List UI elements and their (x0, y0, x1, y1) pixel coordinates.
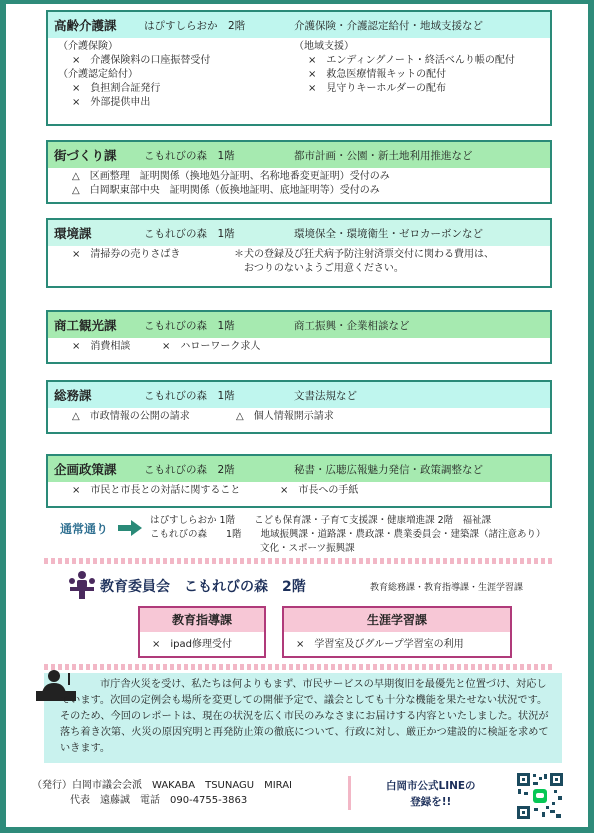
dept-body (48, 408, 550, 426)
dept-somu (46, 380, 552, 434)
dept-body (48, 38, 550, 112)
dept-koreikaigo (46, 10, 552, 126)
dept-header (48, 12, 550, 38)
dept-kikakuseisaku (46, 454, 552, 508)
dept-shogaigakushu (282, 606, 512, 658)
list-item: × 負担割合証発行 (72, 83, 161, 94)
divider (44, 558, 552, 564)
dept-kankyo (46, 218, 552, 288)
dept-name: 教育指導課 (140, 608, 264, 632)
normal-label: 通常通り (60, 522, 109, 536)
dept-description: 介護保険・介護認定給付・地域支援など (294, 19, 483, 32)
normal-line: こもれびの森 1階 地域振興課・道路課・農政課・農業委員会・建築課（諸注意あり） (150, 529, 546, 540)
dept-description: 文書法規など (294, 389, 357, 402)
dept-header (48, 456, 550, 482)
normal-line: はぴすしらおか 1階 こども保育課・子育て支援課・健康増進課 2階 福祉課 (150, 515, 492, 526)
note-text: ＊犬の登録及び狂犬病予防注射済票交付に関わる費用は、 (234, 249, 494, 260)
dept-name: 環境課 (54, 226, 92, 241)
dept-location: こもれびの森 1階 (144, 319, 235, 332)
dept-body (48, 168, 550, 200)
dept-description: 環境保全・環境衛生・ゼロカーボンなど (294, 227, 483, 240)
dept-location: こもれびの森 2階 (144, 463, 235, 476)
line-registration (386, 778, 476, 810)
footer-divider (348, 776, 351, 810)
list-item: △ 個人情報開示請求 (236, 411, 334, 422)
edu-subtitle: 教育総務課・教育指導課・生涯学習課 (370, 583, 524, 593)
qr-code-icon[interactable] (516, 772, 564, 820)
dept-name: 商工観光課 (54, 318, 117, 333)
dept-body (48, 246, 550, 278)
arrow-right-icon (118, 520, 142, 536)
dept-name: 生涯学習課 (284, 608, 510, 632)
list-item: × 学習室及びグループ学習室の利用 (296, 639, 464, 650)
normal-line: 文化・スポーツ振興課 (260, 543, 355, 554)
dept-location: こもれびの森 1階 (144, 149, 235, 162)
edu-title: 教育委員会 こもれびの森 2階 (100, 579, 306, 595)
list-item: × エンディングノート・終活べんり帳の配付 (308, 55, 515, 66)
dept-body (48, 482, 550, 500)
dept-header (48, 142, 550, 168)
dept-name: 高齢介護課 (54, 18, 117, 33)
list-item: × 市長への手紙 (280, 485, 359, 496)
notice-box (44, 673, 562, 763)
list-item: （地域支援） (294, 41, 354, 52)
publisher: （発行）白岡市議会会派 WAKABA TSUNAGU MIRAI (32, 780, 293, 791)
list-item: × 介護保険料の口座振替受付 (72, 55, 211, 66)
dept-header (48, 382, 550, 408)
footer (32, 778, 292, 808)
dept-description: 都市計画・公園・新土地利用推進など (294, 149, 473, 162)
dept-header (48, 220, 550, 246)
edu-committee (44, 568, 552, 602)
dept-location: はぴすしらおか 2階 (144, 19, 246, 32)
list-item: △ 区画整理 証明関係（換地処分証明、名称地番変更証明）受付のみ (72, 171, 390, 182)
list-item: × 市民と市長との対話に関すること (72, 485, 241, 496)
line-cta-text: 白岡市公式LINEの (386, 780, 476, 792)
dept-location: こもれびの森 1階 (144, 389, 235, 402)
representative: 代表 遠藤誠 電話 090-4755-3863 (70, 795, 248, 806)
note-text: おつりのないようご用意ください。 (244, 263, 404, 274)
dept-kyoikushido (138, 606, 266, 658)
meeting-icon (68, 570, 96, 600)
list-item: （介護認定給付） (58, 69, 138, 80)
dept-machizukuri (46, 140, 552, 204)
line-cta-text: 登録を!! (410, 796, 452, 808)
list-item: × 外部提供申出 (72, 97, 151, 108)
dept-name: 街づくり課 (54, 148, 117, 163)
dept-header (48, 312, 550, 338)
dept-name: 総務課 (54, 388, 92, 403)
list-item: × 見守りキーホルダーの配布 (308, 83, 446, 94)
list-item: △ 白岡駅東部中央 証明関係（仮換地証明、底地証明等）受付のみ (72, 185, 380, 196)
divider (44, 664, 552, 670)
dept-location: こもれびの森 1階 (144, 227, 235, 240)
list-item: × 消費相談 (72, 341, 131, 352)
dept-body (48, 338, 550, 356)
list-item: × ipad修理受付 (152, 639, 232, 650)
list-item: × 救急医療情報キットの配付 (308, 69, 447, 80)
dept-shokokanko (46, 310, 552, 364)
dept-name: 企画政策課 (54, 462, 117, 477)
dept-description: 商工振興・企業相談など (294, 319, 410, 332)
list-item: × ハローワーク求人 (162, 341, 261, 352)
list-item: （介護保険） (58, 41, 118, 52)
dept-description: 秘書・広聴広報魅力発信・政策調整など (294, 463, 483, 476)
notice-text: 市庁舎火災を受け、私たちは何よりもまず、市民サービスの早期復旧を最優先と位置づけ、対応しています。次回の定例会も場所を変更しての開催予定で、議会としても十分な機能を果たせない状況です。そのため、今回のレポートは、現在の状況を広く市民のみなさまにお届けする内容といたしました。状況が落ち着き次第、火災の原因究明と再発防止策の徹底について、行政に対し、厳正かつ建設的に検証を求めていきます。 (60, 679, 549, 754)
list-item: △ 市政情報の公開の請求 (72, 411, 190, 422)
list-item: × 清掃券の売りさばき (72, 249, 181, 260)
